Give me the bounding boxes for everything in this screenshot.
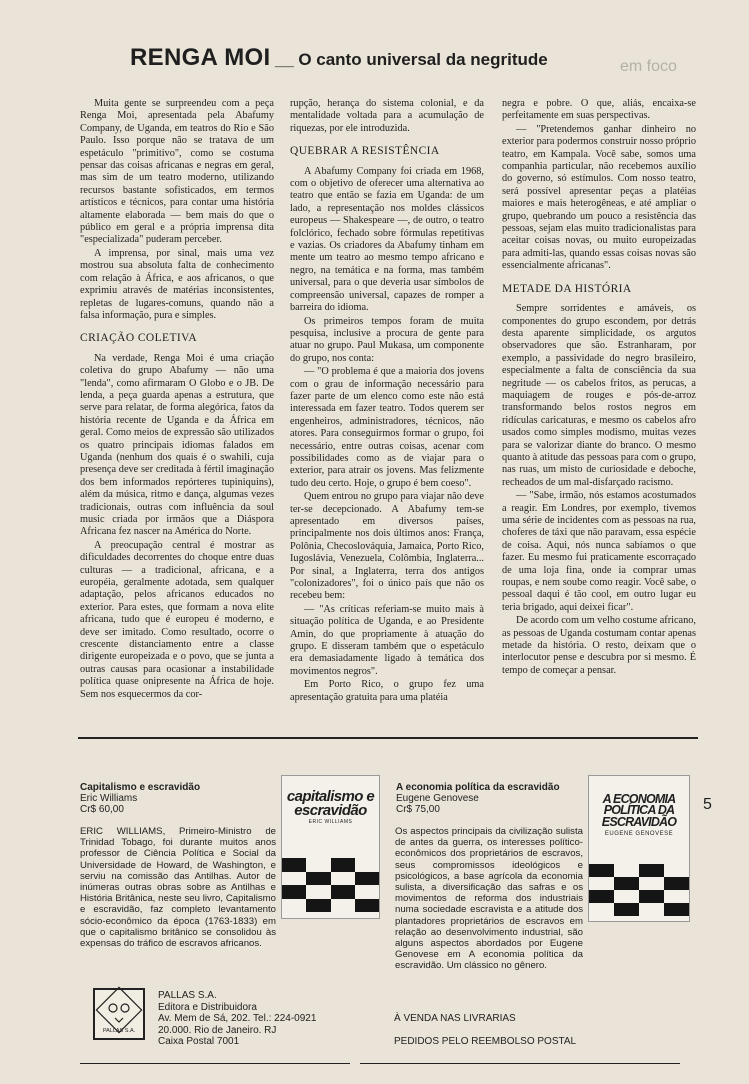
checker-cell: [664, 890, 689, 903]
article-subtitle: O canto universal da negritude: [298, 50, 548, 69]
checker-cell: [639, 864, 664, 877]
paragraph: Os primeiros tempos foram de muita pesquisa, inclusive a procura de gente para atuar no grupo. Paul Mukasa, um componente do grupo, nos conta:: [290, 315, 484, 364]
article-column-2: [290, 98, 484, 704]
cover-title: capitalismo e escravidão: [286, 788, 375, 819]
section-heading: QUEBRAR A RESISTÊNCIA: [290, 145, 440, 158]
paragraph: A Abafumy Company foi criada em 1968, com o objetivo de oferecer uma alternativa ao teatro que então se fazia em Uganda: de um lado, a representação nos moldes clássicos europeus — Shakespeare —, de outro, o teatro folclórico, fechado sobre fórmulas repetitivas e vazias. Os criadores da Abafumy tinham em mente um teatro ao mesmo tempo africano e negro, na temática e na forma, mas também universal, para o que deveria usar símbolos de compreensão universal, capazes de romper a barreira do idioma.: [290, 165, 484, 314]
paragraph: Na verdade, Renga Moi é uma criação coletiva do grupo Abafumy — não uma "lenda", como afirmaram O Globo e o JB. De lenda, a peça guarda apenas a estrutura, que serve para relatar, de forma alegórica, fatos da história recente de Uganda e da África em geral. Como meios de expressão são utilizados os quatro principais idiomas falados em Uganda (nenhum dos quais é o swahili, cuja presença deve ser creditada à fértil imaginação dos bem informados repórteres tupiniquins), além da música, ritmo e dança, algumas vezes tradicionais, outras com influência da soul music criada por irmãos que a Diáspora Africana fez nascer na América do Norte.: [80, 352, 274, 538]
cover-checker-pattern: [589, 864, 689, 916]
paragraph: — "Pretendemos ganhar dinheiro no exterior para podermos construir nosso próprio teatro, em Kampala. Você sabe, somos uma companhia particular, não recebemos auxílio do governo, só estímulos. Com nosso teatro, será possível apresentar peças a platéias maiores e mais heterogêneas, e até ampliar o grupo, quebrando um pouco a resistência das pessoas, sejam elas muito tradicionalistas para aceitar coisas novas, ou muito europeizadas para admiti-las, quando essas coisas novas são essencialmente africanas".: [502, 123, 696, 272]
ad-book-description: ERIC WILLIAMS, Primeiro-Ministro de Trinidad Tobago, foi durante muitos anos professor de Ciência Política e Social da Universidade de Howard, de Washington, e serviu na comissão das Antilhas. Autor de inúmeras outras obras sobre as Antilhas e História Britânica, neste seu livro, Capitalismo e escravidão, faz completo levantamento sócio-econômico da época (1763-1833) em que o capitalismo britânico se consolidou às expensas do tráfico de escravos africanos.: [80, 826, 276, 950]
checker-cell: [614, 864, 639, 877]
footer-rule-right: [360, 1063, 680, 1064]
checker-cell: [664, 903, 689, 916]
checker-cell: [355, 858, 379, 872]
checker-cell: [639, 890, 664, 903]
paragraph: A imprensa, por sinal, mais uma vez mostrou sua absoluta falta de conhecimento com relação à África, e aos africanos, o que exprimiu através de matérias inconsistentes, repletas de lugares-comuns, quando não a falsa informação, pura e simples.: [80, 247, 274, 321]
ad-book-price: Cr$ 60,00: [80, 804, 124, 816]
checker-cell: [664, 864, 689, 877]
checker-cell: [306, 872, 330, 886]
section-heading: CRIAÇÃO COLETIVA: [80, 332, 198, 345]
checker-cell: [331, 885, 355, 899]
paragraph: — "Sabe, irmão, nós estamos acostumados a reagir. Em Londres, por exemplo, tivemos uma série de incidentes com as pessoas na rua, choferes de táxi que não paravam, essa espécie de coisa. Aqui, nós nunca sabíamos o que fazer. Eu mesmo fui praticamente escorraçado de uma loja fina, onde ia comprar umas roupas, e nem soube como reagir. Você sabe, o pessoal daqui é tão cool, em outro lugar eu teria brigado, aqui deixei ficar".: [502, 490, 696, 613]
publisher-line: Editora e Distribuidora: [158, 1001, 257, 1013]
checker-cell: [331, 858, 355, 872]
checker-cell: [589, 890, 614, 903]
publisher-name: PALLAS S.A.: [158, 990, 217, 1001]
book-ad-economia: [396, 782, 586, 816]
paragraph: Quem entrou no grupo para viajar não deve ter-se decepcionado. A Abafumy tem-se apresentado em diversos países, principalmente nos dois últimos anos: França, Polônia, Checoslováquia, Jamaica, Porto Rico, Iugoslávia, Venezuela, Colômbia, Inglaterra... Por sinal, a Inglaterra, terra dos antigos "colonizadores", foi o único país que não os recebeu bem:: [290, 491, 484, 602]
checker-cell: [639, 903, 664, 916]
checker-cell: [589, 877, 614, 890]
paragraph: negra e pobre. O que, aliás, encaixa-se perfeitamente em suas perspectivas.: [502, 98, 696, 122]
book-ad-capitalismo: [80, 782, 270, 816]
cover-author: ERIC WILLIAMS: [308, 819, 353, 825]
publisher-info: [158, 990, 358, 1048]
checker-cell: [355, 872, 379, 886]
ad-book-author: Eugene Genovese: [396, 793, 479, 804]
ad-book-title: A economia política da escravidão: [396, 782, 560, 793]
checker-cell: [355, 885, 379, 899]
paragraph: De acordo com um velho costume africano, as pessoas de Uganda costumam contar apenas metade da história. O resto, deixam que o interlocutor pense e descubra por si mesmo. É tempo de começar a pensar.: [502, 615, 696, 676]
publisher-postal-box: Caixa Postal 7001: [158, 1036, 240, 1048]
checker-cell: [282, 885, 306, 899]
checker-cell: [331, 872, 355, 886]
page-number: 5: [703, 796, 712, 813]
paragraph: — "O problema é que a maioria dos jovens com o grau de informação necessário para fazer parte de um elenco como este não está interessada em fazer teatro. Todos querem ser engenheiros, administradores, técnicos, não atores. Para conseguirmos formar o grupo, foi necessário, entre outras coisas, acenar com possibilidades como as de viajar para o exterior, para atrair os jovens. Mas felizmente tudo deu certo. Hoje, o grupo é bem coeso".: [290, 366, 484, 489]
ad-book-author: Eric Williams: [80, 793, 138, 804]
sales-line-mail-order: PEDIDOS PELO REEMBOLSO POSTAL: [394, 1036, 577, 1047]
article-title: [130, 44, 650, 72]
checker-cell: [589, 864, 614, 877]
title-separator: __: [274, 50, 294, 69]
checker-cell: [355, 899, 379, 913]
checker-cell: [614, 903, 639, 916]
publisher-address: Av. Mem de Sá, 202. Tel.: 224-0921: [158, 1013, 317, 1025]
checker-cell: [306, 899, 330, 913]
article-column-3: [502, 98, 696, 677]
ad-book-description-part: [395, 826, 583, 972]
checker-cell: [664, 877, 689, 890]
book-cover-economia: [588, 775, 690, 922]
paragraph: rupção, herança do sistema colonial, e da mentalidade voltada para a acumulação de riquezas, por ele introduzida.: [290, 98, 484, 134]
checker-cell: [306, 885, 330, 899]
checker-cell: [282, 872, 306, 886]
ad-book-price: Cr$ 75,00: [396, 804, 440, 816]
paragraph: A preocupação central é mostrar as dificuldades decorrentes do choque entre duas culturas — a tradicional, africana, e a européia, geralmente adotada, sem qualquer adaptação, pelos africanos educados no exterior. Para estes, que formam a nova elite africana, tudo que é europeu é moderno, e deve ser imitado. Como resultado, ocorre o crescente distanciamento entre a classe dirigente europeizada e o povo, que se junta a outras causas para ocasionar a instabilidade política quase onipresente na África de hoje. Sem nos esquecermos da cor-: [80, 539, 274, 700]
checker-cell: [614, 877, 639, 890]
ad-book-description: Os aspectos principais da civilização sulista de antes da guerra, os interesses político-econômicos dos proprietários de escravos, seus compromissos ideológicos e psicológicos, a base agrícola da economia sulista, a diversificação das safras e os movimentos de reforma dos industriais numa sociedade escravista e a atitude dos plantadores proprietários de escravos em relação ao desenvolvimento industrial, são alguns aspectos abordados por Eugene Genovese em A economia política da escravidão. Um clássico no gênero.: [395, 826, 583, 972]
checker-cell: [306, 858, 330, 872]
checker-cell: [331, 899, 355, 913]
checker-cell: [614, 890, 639, 903]
article-title-main: RENGA MOI: [130, 44, 271, 71]
bleed-through-text: em foco: [620, 58, 677, 75]
ad-book-title: Capitalismo e escravidão: [80, 782, 201, 793]
checker-cell: [639, 877, 664, 890]
article-column-1: [80, 98, 274, 701]
section-heading: METADE DA HISTÓRIA: [502, 282, 632, 295]
section-divider: [78, 737, 698, 739]
paragraph: Sempre sorridentes e amáveis, os componentes do grupo escondem, por detrás desta aparente simplicidade, os argutos observadores que são. Estranharam, por exemplo, a passividade do negro brasileiro, especialmente a falta de consciência da sua negritude — os cabelos fritos, as perucas, a maquiagem de rouges e pós-de-arroz transformando belos rostos negros em ridículas caricaturas, e mesmo os cabelos afro usados como simples modismo, muitas vezes para se valorizar diante do branco. O mesmo quanto à atitude das pessoas para com o grupo, nas ruas, um misto de curiosidade e deboche, recheados de um mal-disfarçado racismo.: [502, 303, 696, 488]
paragraph: Muita gente se surpreendeu com a peça Renga Moi, apresentada pela Abafumy Company, de Uganda, em teatros do Rio e São Paulo. Isso porque não se tratava de um espetáculo "primitivo", como se costuma pensar das coisas africanas e negras em geral, mas sim de um teatro moderno, utilizando recursos bastante sofisticados, em termos artísticos e técnicos, para contar uma história altamente elaborada — bem mais do que o público em geral e a própria imprensa dita "especializada" puderam perceber.: [80, 98, 274, 246]
pallas-logo: [93, 988, 145, 1040]
checker-cell: [282, 858, 306, 872]
cover-author: EUGENE GENOVESE: [604, 830, 674, 837]
book-cover-capitalismo: [281, 775, 380, 919]
footer-rule-left: [80, 1063, 350, 1064]
checker-cell: [282, 899, 306, 913]
paragraph: Em Porto Rico, o grupo fez uma apresentação gratuita para uma platéia: [290, 679, 484, 703]
sales-line-bookstores: À VENDA NAS LIVRARIAS: [394, 1013, 516, 1024]
paragraph: — "As críticas referiam-se muito mais à situação política de Uganda, e ao Presidente Amin, do que propriamente à atuação do grupo. E disseram também que o espetáculo era demasiadamente ligado à temática dos movimentos negros".: [290, 603, 484, 677]
checker-cell: [589, 903, 614, 916]
publisher-city: 20.000. Rio de Janeiro. RJ: [158, 1024, 277, 1036]
logo-caption: PALLAS S.A.: [102, 1028, 136, 1034]
cover-title: A ECONOMIA POLÍTICA DA ESCRAVIDÃO: [601, 792, 677, 829]
cover-checker-pattern: [282, 858, 379, 912]
